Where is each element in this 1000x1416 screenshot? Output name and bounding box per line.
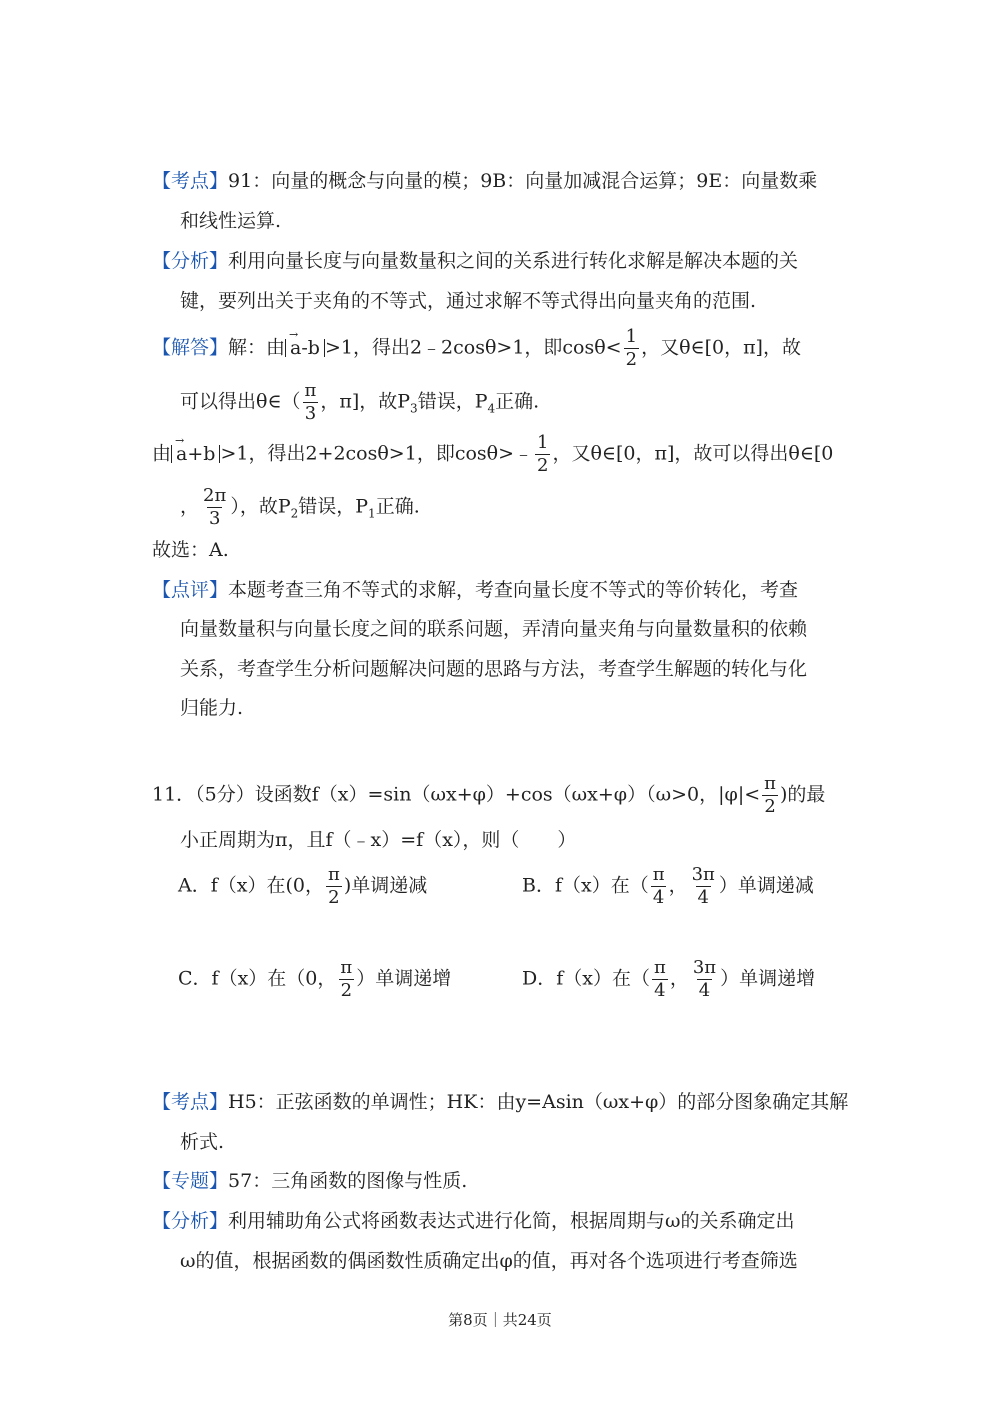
dianping-line-3: 关系，考查学生分析问题解决问题的思路与方法，考查学生解题的转化与化 [180, 658, 808, 680]
jieda-text: 由 [152, 442, 172, 465]
fenxi-tag: 【分析】 [152, 250, 229, 272]
zhuanti-line-1 [152, 1167, 467, 1195]
jieda-text: >1，得出2﹣2cosθ>1，即cosθ< [324, 336, 622, 359]
numerator: 3π [691, 864, 715, 885]
option-text: ）单调递增 [356, 967, 452, 990]
option-a[interactable] [178, 866, 427, 907]
fenxi-text: 利用辅助角公式将函数表达式进行化简，根据周期与ω的关系确定出 [228, 1210, 795, 1232]
kaodian-2-line-2: 析式. [180, 1131, 225, 1153]
fraction [303, 382, 319, 423]
numerator: π [304, 380, 317, 401]
zhuanti-tag: 【专题】 [152, 1170, 229, 1192]
numerator: 3π [692, 957, 717, 978]
denominator: 2 [340, 980, 353, 1001]
question-11-line-2: 小正周期为π，且f（﹣x）=f（x），则（ ） [180, 829, 577, 851]
fraction [652, 959, 668, 1000]
option-text: ， [669, 967, 689, 990]
dianping-line-1 [152, 576, 798, 604]
fenxi-2-line-2: ω的值，根据函数的偶函数性质确定出φ的值，再对各个选项进行考查筛选 [180, 1250, 798, 1272]
zhuanti-text: 57：三角函数的图像与性质. [228, 1170, 468, 1192]
option-text: C．f（x）在（0， [178, 967, 337, 990]
jieda-text: ，又θ∈[0，π]，故 [641, 336, 801, 359]
numerator: π [764, 773, 776, 794]
fraction [762, 775, 778, 816]
option-text: B．f（x）在（ [522, 874, 649, 897]
option-b[interactable] [522, 866, 814, 907]
kaodian-1-line-2: 和线性运算. [180, 210, 282, 232]
jieda-text: ），故P [230, 495, 291, 518]
jieda-line-2 [180, 382, 539, 423]
vector-expression: → a+b [176, 445, 215, 463]
option-text: ）单调递减 [718, 874, 814, 897]
jieda-text: 错误，P [417, 390, 488, 413]
dianping-line-2: 向量数量积与向量长度之间的联系问题，弄清向量夹角与向量数量积的依赖 [180, 618, 808, 640]
fenxi-1-line-2: 键，要列出关于夹角的不等式，通过求解不等式得出向量夹角的范围. [180, 290, 757, 312]
question-text: 11．（5分）设函数f（x）=sin（ωx+φ）+cos（ωx+φ）（ω>0，|φ|< [152, 783, 761, 806]
dianping-text: 本题考查三角不等式的求解，考查向量长度不等式的等价转化，考查 [228, 579, 799, 601]
denominator: 2 [625, 349, 638, 370]
numerator: 1 [625, 326, 638, 347]
kaodian-tag: 【考点】 [152, 1091, 229, 1113]
numerator: π [340, 957, 353, 978]
numerator: 2π [203, 485, 227, 506]
fraction [651, 866, 667, 907]
fraction [691, 959, 718, 1000]
subscript: 1 [368, 506, 376, 521]
denominator: 2 [537, 455, 549, 476]
option-text: ）单调递增 [720, 967, 816, 990]
dianping-line-4: 归能力. [180, 697, 244, 719]
option-c[interactable] [178, 959, 451, 1000]
fenxi-tag: 【分析】 [152, 1210, 229, 1232]
vector-expression: → a-b [290, 339, 320, 357]
jieda-text: 正确. [495, 390, 540, 413]
fraction [338, 959, 354, 1000]
kaodian-text: H5：正弦函数的单调性；HK：由y=Asin（ωx+φ）的部分图象确定其解 [228, 1091, 849, 1113]
vector-magnitude [171, 442, 220, 465]
dianping-tag: 【点评】 [152, 579, 229, 601]
page-footer: 第8页｜共24页 [448, 1311, 552, 1329]
fenxi-2-line-1 [152, 1207, 795, 1235]
jieda-line-3 [152, 434, 833, 475]
denominator: 4 [697, 887, 709, 908]
option-text: D．f（x）在（ [522, 967, 650, 990]
denominator: 2 [764, 796, 776, 817]
kaodian-tag: 【考点】 [152, 170, 229, 192]
numerator: π [653, 957, 666, 978]
fraction [624, 328, 639, 369]
jieda-text: >1，得出2+2cosθ>1，即cosθ>﹣ [220, 442, 534, 465]
denominator: 3 [208, 508, 221, 529]
fraction [535, 434, 550, 475]
jieda-text: ，又θ∈[0，π]，故可以得出θ∈[0 [552, 442, 834, 465]
jieda-line-4 [180, 487, 420, 528]
jieda-text: 错误，P [298, 495, 369, 518]
numerator: 1 [537, 432, 549, 453]
kaodian-1-line-1 [152, 167, 817, 195]
jieda-line-1 [152, 328, 801, 369]
subscript: 3 [410, 401, 418, 416]
fenxi-1-line-1 [152, 247, 798, 275]
option-text: A．f（x）在(0， [178, 874, 324, 897]
denominator: 4 [652, 887, 665, 908]
fraction [326, 866, 342, 907]
option-text: ， [668, 874, 688, 897]
denominator: 2 [328, 887, 340, 908]
option-text: )单调递减 [343, 874, 428, 897]
question-text: )的最 [779, 783, 826, 806]
kaodian-text: 91：向量的概念与向量的模；9B：向量加减混合运算；9E：向量数乘 [228, 170, 818, 192]
jieda-text: 可以得出θ∈（ [180, 390, 301, 413]
jieda-text: ， [180, 495, 200, 518]
jieda-text: ，π]，故P [320, 390, 411, 413]
denominator: 4 [698, 980, 711, 1001]
question-11-line-1 [152, 775, 825, 816]
answer-line: 故选：A. [152, 539, 229, 561]
denominator: 4 [654, 980, 666, 1001]
denominator: 3 [304, 403, 317, 424]
fraction [690, 866, 717, 907]
option-d[interactable] [522, 959, 815, 1000]
jieda-text: 解：由 [228, 336, 286, 359]
vector-magnitude [285, 336, 325, 359]
subscript: 4 [487, 401, 496, 416]
subscript: 2 [290, 506, 299, 521]
jieda-text: 正确. [375, 495, 420, 518]
jieda-tag: 【解答】 [152, 336, 229, 359]
fraction [201, 487, 228, 528]
fenxi-text: 利用向量长度与向量数量积之间的关系进行转化求解是解决本题的关 [228, 250, 799, 272]
numerator: π [652, 864, 665, 885]
kaodian-2-line-1 [152, 1088, 848, 1116]
numerator: π [327, 864, 340, 885]
